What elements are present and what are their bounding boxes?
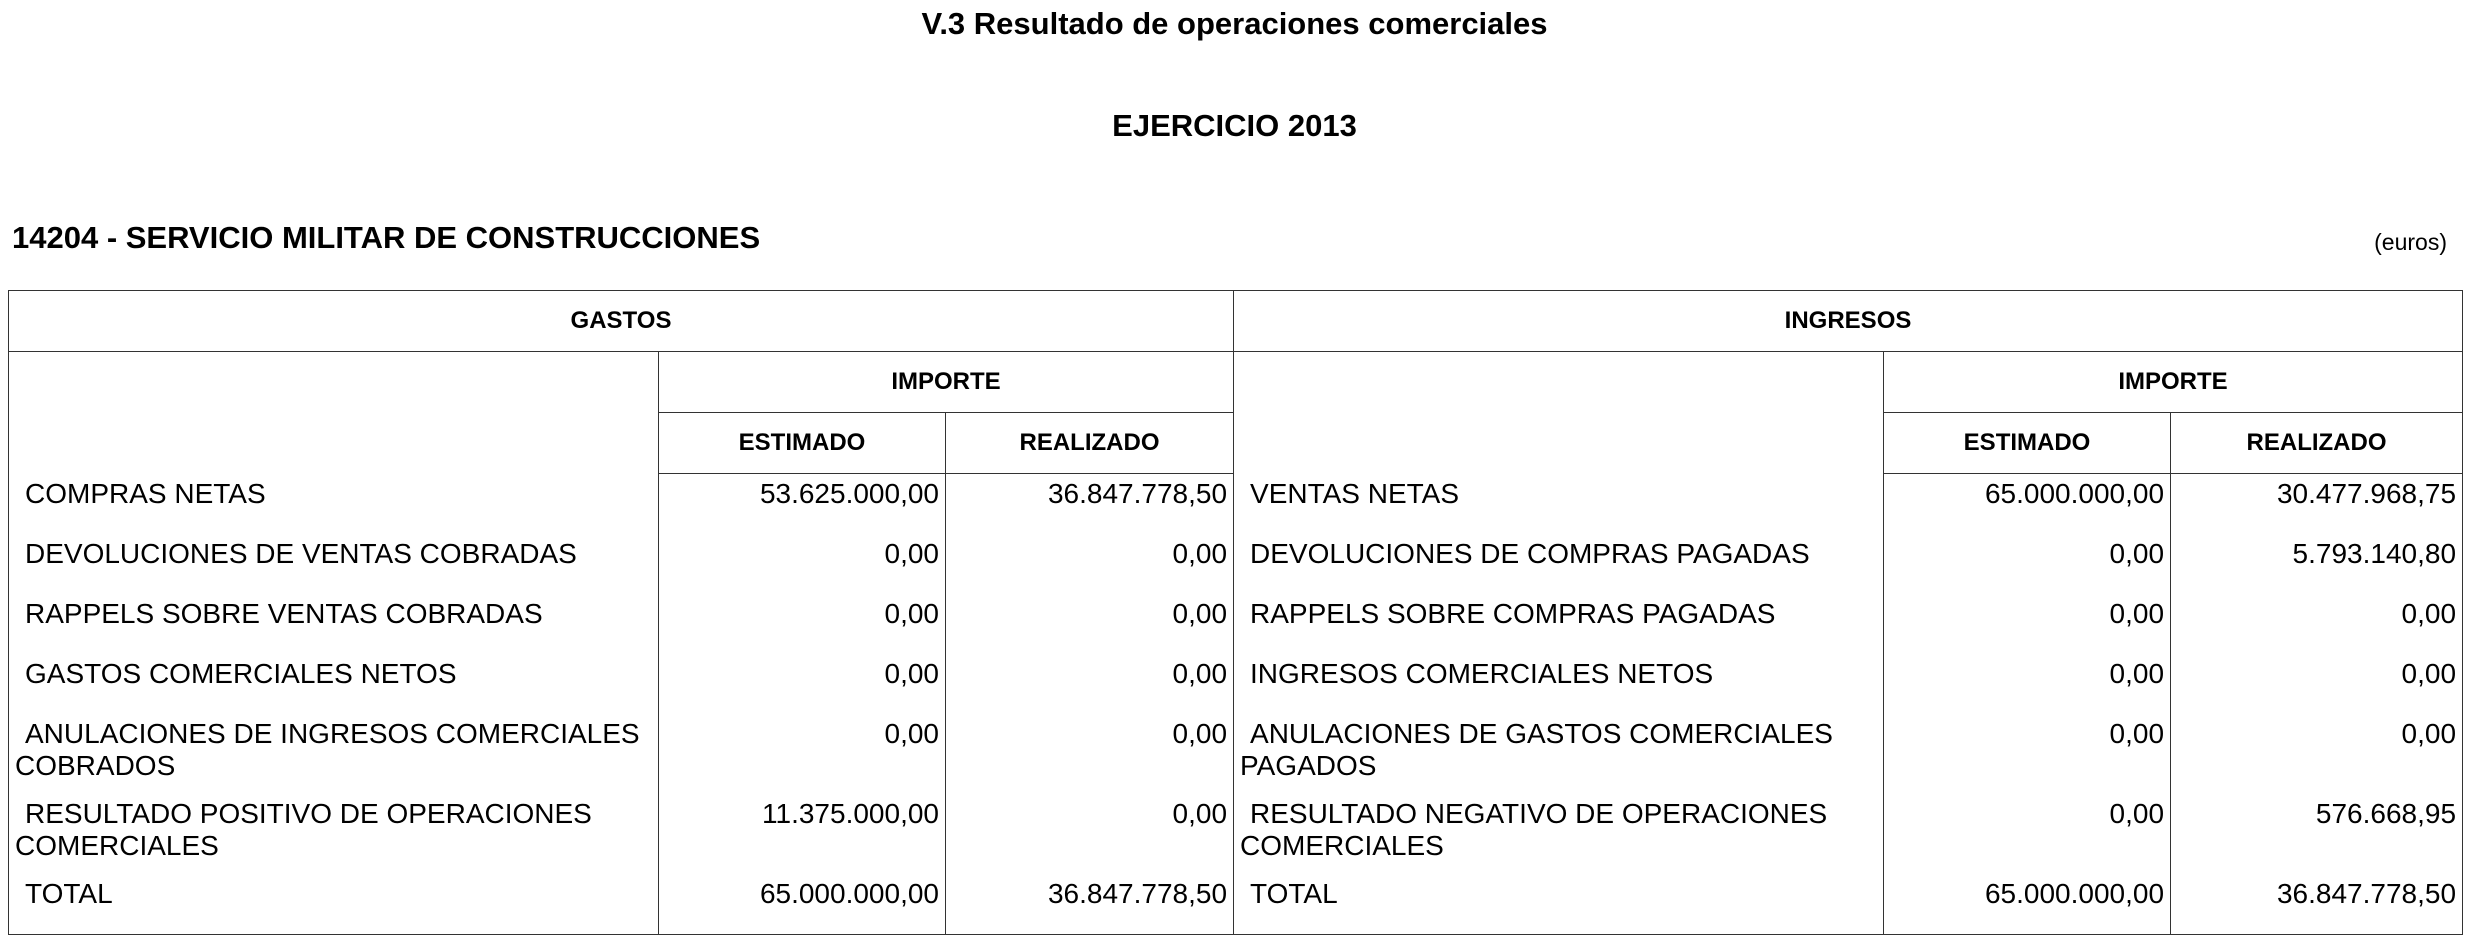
table-row <box>9 794 2463 874</box>
gastos-importe-header: IMPORTE <box>659 352 1234 413</box>
gasto-estimado-value: 0,00 <box>884 658 939 689</box>
table-row <box>9 714 2463 794</box>
fiscal-year-heading: EJERCICIO 2013 <box>1112 108 1357 143</box>
gasto-concept: GASTOS COMERCIALES NETOS <box>25 658 457 689</box>
gastos-header: GASTOS <box>9 291 1234 352</box>
ingreso-estimado-value: 0,00 <box>2109 718 2165 749</box>
ingresos-importe-header: IMPORTE <box>1884 352 2463 413</box>
ingreso-realizado-total: 36.847.778,50 <box>2276 878 2457 909</box>
ingreso-realizado-value: 0,00 <box>2401 718 2457 749</box>
gasto-estimado-value: 0,00 <box>884 538 939 569</box>
gasto-estimado-value: 53.625.000,00 <box>759 478 939 509</box>
ingreso-concept: DEVOLUCIONES DE COMPRAS PAGADAS <box>1250 538 1810 569</box>
ingreso-estimado-value: 0,00 <box>2109 598 2165 629</box>
entity-heading: 14204 - SERVICIO MILITAR DE CONSTRUCCIONES <box>12 220 761 255</box>
ingreso-estimado-total: 65.000.000,00 <box>1984 878 2165 909</box>
gasto-concept: RAPPELS SOBRE VENTAS COBRADAS <box>25 598 543 629</box>
gasto-realizado-value: 0,00 <box>1172 718 1228 749</box>
gastos-realizado-header: REALIZADO <box>946 413 1234 474</box>
page-title: V.3 Resultado de operaciones comerciales <box>921 6 1548 41</box>
ingresos-realizado-header: REALIZADO <box>2171 413 2463 474</box>
gastos-estimado-header: ESTIMADO <box>659 413 946 474</box>
ingreso-concept: INGRESOS COMERCIALES NETOS <box>1250 658 1714 689</box>
ingreso-concept: VENTAS NETAS <box>1250 477 1460 509</box>
ingreso-total-label: TOTAL <box>1250 878 1338 909</box>
gastos-concept-header <box>9 352 659 474</box>
gasto-estimado-value: 11.375.000,00 <box>762 798 939 829</box>
table-row <box>9 594 2463 654</box>
ingreso-realizado-value: 0,00 <box>2401 658 2457 689</box>
total-row <box>9 874 2463 935</box>
gasto-estimado-value: 0,00 <box>884 718 939 749</box>
gasto-realizado-value: 0,00 <box>1172 598 1228 629</box>
ingresos-header: INGRESOS <box>1234 291 2463 352</box>
ingreso-realizado-value: 30.477.968,75 <box>2276 478 2457 509</box>
ingreso-estimado-value: 0,00 <box>2109 658 2165 689</box>
ingreso-concept: RESULTADO NEGATIVO DE OPERACIONES COMERCIALES <box>1240 798 1828 861</box>
gasto-estimado-value: 0,00 <box>884 598 939 629</box>
commercial-operations-table <box>8 290 2463 935</box>
ingresos-estimado-header: ESTIMADO <box>1884 413 2171 474</box>
gasto-total-label: TOTAL <box>25 878 113 909</box>
table-row <box>9 534 2463 594</box>
ingreso-concept: RAPPELS SOBRE COMPRAS PAGADAS <box>1250 598 1776 629</box>
table-row <box>9 654 2463 714</box>
ingreso-realizado-value: 0,00 <box>2401 598 2457 629</box>
gasto-estimado-total: 65.000.000,00 <box>759 878 939 909</box>
gasto-realizado-value: 36.847.778,50 <box>1047 478 1228 509</box>
gasto-concept: ANULACIONES DE INGRESOS COMERCIALES COBRADOS <box>15 718 640 781</box>
ingresos-concept-header <box>1234 352 1884 474</box>
ingreso-estimado-value: 0,00 <box>2109 798 2165 829</box>
units-note: (euros) <box>2374 229 2447 255</box>
gasto-concept: DEVOLUCIONES DE VENTAS COBRADAS <box>25 538 577 569</box>
ingreso-estimado-value: 0,00 <box>2109 538 2165 569</box>
table-row <box>9 474 2463 535</box>
gasto-realizado-value: 0,00 <box>1172 798 1228 829</box>
ingreso-realizado-value: 5.793.140,80 <box>2292 538 2457 569</box>
ingreso-realizado-value: 576.668,95 <box>2315 798 2457 829</box>
gasto-realizado-value: 0,00 <box>1172 658 1228 689</box>
ingreso-concept: ANULACIONES DE GASTOS COMERCIALES PAGADOS <box>1240 718 1833 781</box>
ingreso-estimado-value: 65.000.000,00 <box>1984 478 2165 509</box>
gasto-concept: COMPRAS NETAS <box>25 477 266 509</box>
gasto-realizado-total: 36.847.778,50 <box>1047 878 1228 909</box>
gasto-realizado-value: 0,00 <box>1172 538 1228 569</box>
gasto-concept: RESULTADO POSITIVO DE OPERACIONES COMERCIALES <box>15 798 592 861</box>
